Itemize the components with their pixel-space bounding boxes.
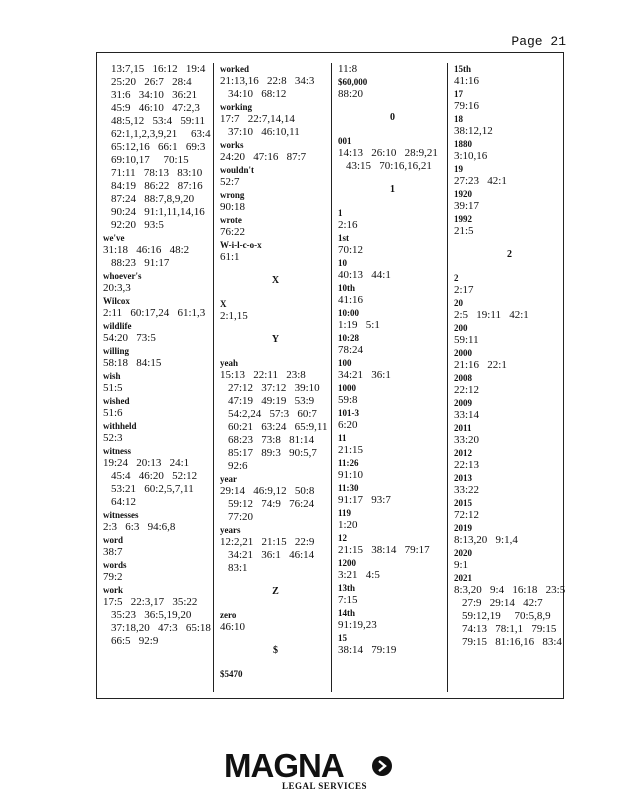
index-entry bbox=[338, 532, 447, 557]
chevron-right-circle-icon bbox=[372, 756, 392, 776]
index-page-refs: 38:7 bbox=[103, 546, 123, 558]
index-headword: wished bbox=[103, 396, 130, 406]
index-page-refs: 65:12,16 66:1 69:3 bbox=[111, 141, 206, 153]
index-page-refs: 3:10,16 bbox=[454, 150, 488, 162]
index-page-refs: 54:2,24 57:3 60:7 bbox=[228, 408, 317, 420]
index-headword: 1000 bbox=[338, 383, 356, 393]
index-page-refs: 38:12,12 bbox=[454, 125, 493, 137]
index-headword: 13th bbox=[338, 583, 356, 593]
index-page-refs: 52:3 bbox=[103, 432, 123, 444]
index-page-refs: 21:15 bbox=[338, 444, 364, 456]
index-page-refs: 45:4 46:20 52:12 bbox=[111, 470, 198, 482]
index-column-2 bbox=[213, 63, 331, 692]
index-headword: years bbox=[220, 525, 241, 535]
index-headword: 1st bbox=[338, 233, 349, 243]
index-page-refs: 6:20 bbox=[338, 419, 358, 431]
index-page-refs: 35:23 36:5,19,20 bbox=[111, 609, 192, 621]
index-page-refs: 20:3,3 bbox=[103, 282, 131, 294]
index-headword: 1992 bbox=[454, 214, 472, 224]
index-section-letter: Z bbox=[272, 586, 279, 597]
index-entry bbox=[338, 557, 447, 582]
index-page-refs: 54:20 73:5 bbox=[103, 332, 156, 344]
index-headword: 11:26 bbox=[338, 458, 359, 468]
index-entry bbox=[103, 395, 213, 420]
index-page-refs: 33:22 bbox=[454, 484, 480, 496]
index-headword: 1880 bbox=[454, 139, 472, 149]
index-entry bbox=[338, 135, 447, 173]
index-entry bbox=[338, 76, 447, 101]
index-entry bbox=[103, 445, 213, 509]
index-entry bbox=[220, 357, 331, 473]
index-entry bbox=[103, 270, 213, 295]
index-headword: works bbox=[220, 140, 244, 150]
index-entry bbox=[103, 232, 213, 270]
index-headword: wrong bbox=[220, 190, 245, 200]
index-entry bbox=[338, 482, 447, 507]
index-entry bbox=[454, 138, 565, 163]
index-entry bbox=[338, 632, 447, 657]
index-page-refs: 2:1,15 bbox=[220, 310, 248, 322]
index-entry bbox=[454, 472, 565, 497]
index-headword: 101-3 bbox=[338, 408, 359, 418]
index-entry bbox=[454, 163, 565, 188]
index-page-refs: 59:12 74:9 76:24 bbox=[228, 498, 315, 510]
index-headword: 17 bbox=[454, 89, 463, 99]
index-page-refs: 83:1 bbox=[228, 562, 248, 574]
index-page-refs: 2:3 6:3 94:6,8 bbox=[103, 521, 176, 533]
index-headword: 2 bbox=[454, 273, 459, 283]
index-headword: work bbox=[103, 585, 123, 595]
index-headword: whoever's bbox=[103, 271, 142, 281]
index-entry bbox=[220, 524, 331, 575]
index-entry bbox=[454, 522, 565, 547]
index-headword: 20 bbox=[454, 298, 463, 308]
index-column-3 bbox=[331, 63, 447, 692]
index-page-refs: 8:13,20 9:1,4 bbox=[454, 534, 518, 546]
index-headword: 2013 bbox=[454, 473, 472, 483]
index-headword: working bbox=[220, 102, 253, 112]
index-entry bbox=[220, 609, 331, 634]
index-page-refs: 38:14 79:19 bbox=[338, 644, 397, 656]
index-headword: 2020 bbox=[454, 548, 472, 558]
index-page-refs: 1:20 bbox=[338, 519, 358, 531]
index-column-1 bbox=[97, 63, 213, 692]
index-page-refs: 68:23 73:8 81:14 bbox=[228, 434, 315, 446]
index-column-4 bbox=[447, 63, 565, 692]
index-page-refs: 39:17 bbox=[454, 200, 480, 212]
index-entry bbox=[454, 322, 565, 347]
index-entry bbox=[454, 372, 565, 397]
index-page-refs: 7:15 bbox=[338, 594, 358, 606]
index-page-refs: 51:5 bbox=[103, 382, 123, 394]
index-page-refs: 31:6 34:10 36:21 bbox=[111, 89, 198, 101]
index-entry bbox=[454, 88, 565, 113]
index-page-refs: 33:14 bbox=[454, 409, 480, 421]
index-entry bbox=[454, 272, 565, 297]
index-page-refs: 21:16 22:1 bbox=[454, 359, 507, 371]
index-page-refs: 79:15 81:16,16 83:4 bbox=[462, 636, 562, 648]
index-entry bbox=[454, 297, 565, 322]
index-entry bbox=[338, 507, 447, 532]
index-page-refs: 78:24 bbox=[338, 344, 364, 356]
index-page-refs: 9:1 bbox=[454, 559, 469, 571]
index-page-refs: 41:16 bbox=[454, 75, 480, 87]
index-headword: W-i-l-c-o-x bbox=[220, 240, 262, 250]
index-headword: 200 bbox=[454, 323, 468, 333]
index-page-refs: 2:5 19:11 42:1 bbox=[454, 309, 529, 321]
index-entry bbox=[338, 332, 447, 357]
index-headword: 10th bbox=[338, 283, 356, 293]
index-section-letter: 2 bbox=[507, 249, 512, 260]
index-entry bbox=[220, 139, 331, 164]
index-page-refs: 13:7,15 16:12 19:4 bbox=[111, 63, 206, 75]
index-page-refs: 76:22 bbox=[220, 226, 246, 238]
index-headword: 1920 bbox=[454, 189, 472, 199]
index-page-refs: 59:8 bbox=[338, 394, 358, 406]
index-headword: 1200 bbox=[338, 558, 356, 568]
index-page-refs: 8:3,20 9:4 16:18 23:5 bbox=[454, 584, 565, 596]
index-headword: 2021 bbox=[454, 573, 472, 583]
index-headword: 001 bbox=[338, 136, 352, 146]
index-entry bbox=[454, 447, 565, 472]
index-page-refs: 11:8 bbox=[338, 63, 358, 75]
index-page-refs: 33:20 bbox=[454, 434, 480, 446]
index-page-refs: 41:16 bbox=[338, 294, 364, 306]
index-page-refs: 92:20 93:5 bbox=[111, 219, 164, 231]
index-page-refs: 34:21 36:1 bbox=[338, 369, 391, 381]
index-headword: witnesses bbox=[103, 510, 139, 520]
index-section-letter: $ bbox=[273, 645, 278, 656]
index-headword: X bbox=[220, 299, 227, 309]
index-page-refs: 77:20 bbox=[228, 511, 254, 523]
index-headword: 11:30 bbox=[338, 483, 359, 493]
index-entry bbox=[338, 382, 447, 407]
index-page-refs: 25:20 26:7 28:4 bbox=[111, 76, 192, 88]
index-headword: 10 bbox=[338, 258, 347, 268]
index-entry bbox=[338, 582, 447, 607]
index-entry bbox=[338, 232, 447, 257]
index-headword: words bbox=[103, 560, 127, 570]
index-page-refs: 12:2,21 21:15 22:9 bbox=[220, 536, 315, 548]
index-headword: 15th bbox=[454, 64, 472, 74]
index-entry bbox=[338, 207, 447, 232]
index-page-refs: 34:21 36:1 46:14 bbox=[228, 549, 315, 561]
index-page-refs: 22:12 bbox=[454, 384, 480, 396]
magna-logo bbox=[224, 748, 394, 794]
index-entry bbox=[220, 101, 331, 139]
index-entry bbox=[454, 572, 565, 649]
index-headword: 10:28 bbox=[338, 333, 359, 343]
index-page-refs: 34:10 68:12 bbox=[228, 88, 287, 100]
index-section-letter: 1 bbox=[390, 184, 395, 195]
index-entry bbox=[103, 584, 213, 648]
index-headword: yeah bbox=[220, 358, 238, 368]
index-headword: wildlife bbox=[103, 321, 132, 331]
index-headword: word bbox=[103, 535, 123, 545]
index-entry bbox=[338, 432, 447, 457]
index-page-refs: 2:11 60:17,24 61:1,3 bbox=[103, 307, 206, 319]
index-headword: 100 bbox=[338, 358, 352, 368]
index-page-refs: 37:18,20 47:3 65:18 bbox=[111, 622, 211, 634]
index-entry bbox=[103, 559, 213, 584]
index-page-refs: 21:15 38:14 79:17 bbox=[338, 544, 430, 556]
index-headword: 2000 bbox=[454, 348, 472, 358]
index-entry bbox=[454, 113, 565, 138]
index-entry bbox=[103, 420, 213, 445]
index-page-refs: 90:24 91:1,11,14,16 bbox=[111, 206, 205, 218]
index-page-refs: 61:1 bbox=[220, 251, 240, 263]
index-page-refs: 59:12,19 70:5,8,9 bbox=[462, 610, 551, 622]
index-entry bbox=[220, 214, 331, 239]
index-headword: $5470 bbox=[220, 669, 243, 679]
index-table bbox=[96, 52, 564, 699]
index-entry bbox=[338, 257, 447, 282]
index-page-refs: 59:11 bbox=[454, 334, 479, 346]
index-page-refs: 62:1,1,2,3,9,21 63:4 bbox=[111, 128, 211, 140]
index-page-refs: 29:14 46:9,12 50:8 bbox=[220, 485, 315, 497]
index-page-refs: 85:17 89:3 90:5,7 bbox=[228, 447, 317, 459]
index-page-refs: 71:11 78:13 83:10 bbox=[111, 167, 203, 179]
index-page-refs: 43:15 70:16,16,21 bbox=[346, 160, 432, 172]
index-page-refs: 51:6 bbox=[103, 407, 123, 419]
index-entry bbox=[103, 370, 213, 395]
index-page-refs: 91:17 93:7 bbox=[338, 494, 391, 506]
index-headword: 2015 bbox=[454, 498, 472, 508]
index-headword: $60,000 bbox=[338, 77, 368, 87]
index-page-refs: 45:9 46:10 47:2,3 bbox=[111, 102, 200, 114]
logo-subtitle: LEGAL SERVICES bbox=[282, 781, 367, 791]
index-section-letter: 0 bbox=[390, 112, 395, 123]
index-headword: 18 bbox=[454, 114, 463, 124]
index-headword: 2008 bbox=[454, 373, 472, 383]
index-page-refs: 66:5 92:9 bbox=[111, 635, 159, 647]
index-entry bbox=[103, 295, 213, 320]
index-headword: 119 bbox=[338, 508, 352, 518]
index-page-refs: 17:5 22:3,17 35:22 bbox=[103, 596, 198, 608]
index-headword: witness bbox=[103, 446, 132, 456]
index-headword: 2009 bbox=[454, 398, 472, 408]
index-page-refs: 47:19 49:19 53:9 bbox=[228, 395, 315, 407]
index-page-refs: 92:6 bbox=[228, 460, 248, 472]
index-entry bbox=[454, 347, 565, 372]
index-entry bbox=[454, 547, 565, 572]
index-headword: 2019 bbox=[454, 523, 472, 533]
index-page-refs: 87:24 88:7,8,9,20 bbox=[111, 193, 195, 205]
index-headword: wouldn't bbox=[220, 165, 255, 175]
index-page-refs: 21:13,16 22:8 34:3 bbox=[220, 75, 315, 87]
index-entry bbox=[454, 63, 565, 88]
index-page-refs: 79:2 bbox=[103, 571, 123, 583]
index-page-refs: 27:23 42:1 bbox=[454, 175, 507, 187]
index-page-refs: 2:17 bbox=[454, 284, 474, 296]
index-entry bbox=[454, 422, 565, 447]
index-entry bbox=[220, 239, 331, 264]
index-page-refs: 27:12 37:12 39:10 bbox=[228, 382, 320, 394]
index-entry bbox=[338, 357, 447, 382]
index-page-refs: 31:18 46:16 48:2 bbox=[103, 244, 190, 256]
index-headword: year bbox=[220, 474, 237, 484]
index-entry bbox=[338, 63, 447, 76]
logo-wordmark: MAGNA bbox=[224, 747, 344, 784]
index-page-refs: 15:13 22:11 23:8 bbox=[220, 369, 306, 381]
index-entry bbox=[220, 164, 331, 189]
index-entry bbox=[454, 213, 565, 238]
index-page-refs: 60:21 63:24 65:9,11 bbox=[228, 421, 328, 433]
index-headword: withheld bbox=[103, 421, 137, 431]
index-page-refs: 46:10 bbox=[220, 621, 246, 633]
index-entry bbox=[103, 320, 213, 345]
index-page-refs: 22:13 bbox=[454, 459, 480, 471]
index-headword: wrote bbox=[220, 215, 242, 225]
index-page-refs: 2:16 bbox=[338, 219, 358, 231]
index-page-refs: 58:18 84:15 bbox=[103, 357, 162, 369]
index-page-refs: 72:12 bbox=[454, 509, 480, 521]
index-entry bbox=[103, 63, 213, 232]
index-headword: zero bbox=[220, 610, 237, 620]
index-entry bbox=[220, 63, 331, 101]
index-headword: willing bbox=[103, 346, 130, 356]
index-headword: wish bbox=[103, 371, 121, 381]
index-entry bbox=[454, 188, 565, 213]
index-entry bbox=[338, 307, 447, 332]
index-page-refs: 90:18 bbox=[220, 201, 246, 213]
index-entry bbox=[103, 345, 213, 370]
index-page-refs: 17:7 22:7,14,14 bbox=[220, 113, 295, 125]
index-headword: Wilcox bbox=[103, 296, 130, 306]
index-page-refs: 14:13 26:10 28:9,21 bbox=[338, 147, 438, 159]
index-page-refs: 52:7 bbox=[220, 176, 240, 188]
index-entry bbox=[220, 668, 331, 680]
index-page-refs: 37:10 46:10,11 bbox=[228, 126, 300, 138]
index-page-refs: 27:9 29:14 42:7 bbox=[462, 597, 543, 609]
index-page-refs: 40:13 44:1 bbox=[338, 269, 391, 281]
index-page-refs: 79:16 bbox=[454, 100, 480, 112]
index-headword: 11 bbox=[338, 433, 347, 443]
index-headword: we've bbox=[103, 233, 125, 243]
index-headword: 2012 bbox=[454, 448, 472, 458]
index-page-refs: 88:20 bbox=[338, 88, 364, 100]
index-page-refs: 69:10,17 70:15 bbox=[111, 154, 189, 166]
index-page-refs: 48:5,12 53:4 59:11 bbox=[111, 115, 206, 127]
index-section-letter: Y bbox=[271, 334, 280, 345]
index-entry bbox=[103, 534, 213, 559]
index-entry bbox=[220, 189, 331, 214]
index-entry bbox=[338, 457, 447, 482]
index-page-refs: 74:13 78:1,1 79:15 bbox=[462, 623, 557, 635]
index-entry bbox=[454, 497, 565, 522]
index-entry bbox=[338, 407, 447, 432]
index-entry bbox=[220, 298, 331, 323]
index-headword: worked bbox=[220, 64, 249, 74]
index-page-refs: 19:24 20:13 24:1 bbox=[103, 457, 190, 469]
index-headword: 15 bbox=[338, 633, 347, 643]
index-headword: 19 bbox=[454, 164, 463, 174]
index-page-refs: 21:5 bbox=[454, 225, 474, 237]
index-entry bbox=[338, 607, 447, 632]
index-headword: 14th bbox=[338, 608, 356, 618]
index-entry bbox=[220, 473, 331, 524]
index-entry bbox=[338, 282, 447, 307]
index-page-refs: 1:19 5:1 bbox=[338, 319, 380, 331]
index-section-letter: X bbox=[271, 275, 280, 286]
index-page-refs: 24:20 47:16 87:7 bbox=[220, 151, 307, 163]
index-page-refs: 53:21 60:2,5,7,11 bbox=[111, 483, 194, 495]
index-page-refs: 88:23 91:17 bbox=[111, 257, 170, 269]
index-page-refs: 64:12 bbox=[111, 496, 137, 508]
index-headword: 10:00 bbox=[338, 308, 359, 318]
index-page-refs: 91:10 bbox=[338, 469, 364, 481]
page-number: Page 21 bbox=[511, 34, 566, 49]
index-entry bbox=[103, 509, 213, 534]
index-headword: 2011 bbox=[454, 423, 472, 433]
index-headword: 12 bbox=[338, 533, 347, 543]
index-page-refs: 70:12 bbox=[338, 244, 364, 256]
index-page-refs: 91:19,23 bbox=[338, 619, 377, 631]
index-entry bbox=[454, 397, 565, 422]
index-page-refs: 84:19 86:22 87:16 bbox=[111, 180, 203, 192]
index-headword: 1 bbox=[338, 208, 343, 218]
index-page-refs: 3:21 4:5 bbox=[338, 569, 380, 581]
